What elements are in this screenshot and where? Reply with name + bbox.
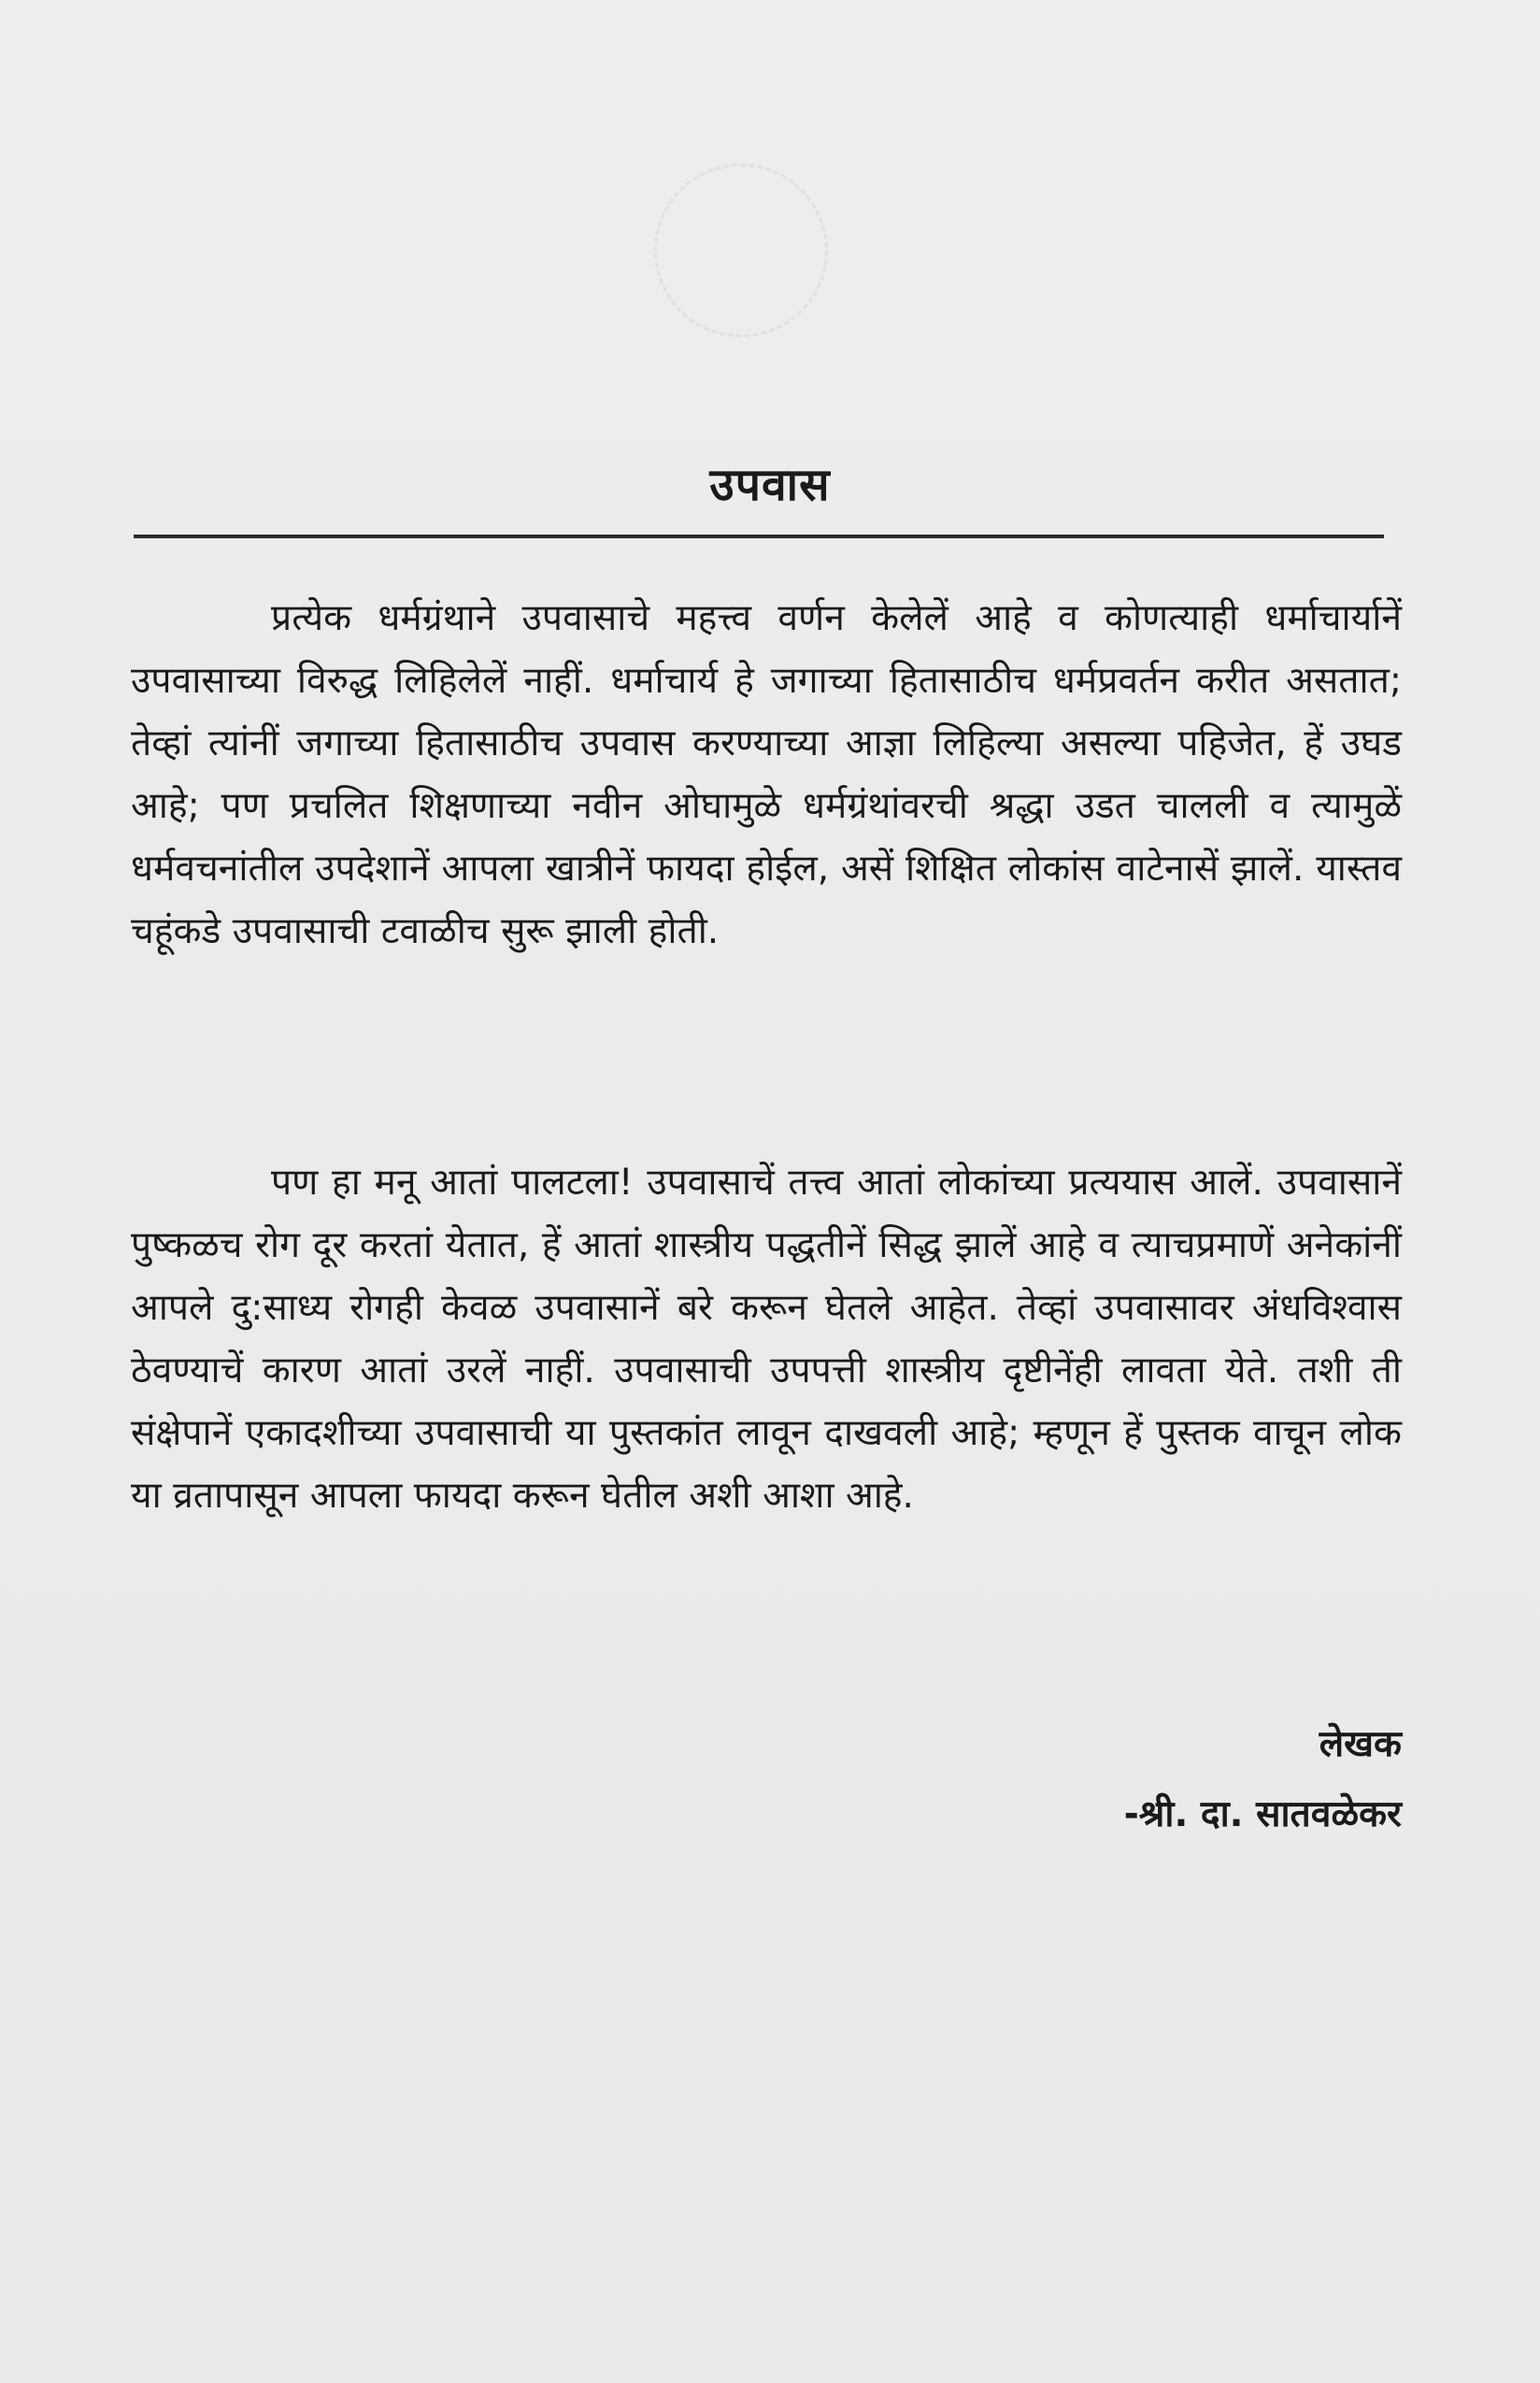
signature-label: लेखक: [1319, 1723, 1402, 1765]
paragraph-1: प्रत्येक धर्मग्रंथाने उपवासाचे महत्त्व वर्णन केलेलें आहे व कोणत्याही धर्माचार्यानें उपवासाच्या विरुद्ध लिहिलेलें नाहीं. धर्माचार्य हे जगाच्या हितासाठीच धर्मप्रवर्तन करीत असतात; तेव्हां त्यांनीं जगाच्या हितासाठीच उपवास करण्याच्या आज्ञा लिहिल्या असल्या पहिजेत, हें उघड आहे; पण प्रचलित शिक्षणाच्या नवीन ओघामुळे धर्मग्रंथांवरची श्रद्धा उडत चालली व त्यामुळें धर्मवचनांतील उपदेशानें आपला खात्रीनें फायदा होईल, असें शिक्षित लोकांस वाटेनासें झालें. यास्तव चहूंकडे उपवासाची टवाळीच सुरू झाली होती.: [131, 597, 1402, 952]
page-title: उपवास: [709, 459, 831, 511]
title-divider: [134, 535, 1384, 538]
paragraph-2: पण हा मनू आतां पालटला! उपवासाचें तत्त्व आतां लोकांच्या प्रत्ययास आलें. उपवासानें पुष्कळच रोग दूर करतां येतात, हें आतां शास्त्रीय पद्धतीनें सिद्ध झालें आहे व त्याचप्रमाणें अनेकांनीं आपले दु:साध्य रोगही केवळ उपवासानें बरे करून घेतले आहेत. तेव्हां उपवासावर अंधविश्वास ठेवण्याचें कारण आतां उरलें नाहीं. उपवासाची उपपत्ती शास्त्रीय दृष्टीनेंही लावता येते. तशी ती संक्षेपानें एकादशीच्या उपवासाची या पुस्तकांत लावून दाखवली आहे; म्हणून हें पुस्तक वाचून लोक या व्रतापासून आपला फायदा करून घेतील अशी आशा आहे.: [131, 1162, 1402, 1517]
show-through-emblem: [654, 164, 828, 337]
author-name: -श्री. दा. सातवळेकर: [1123, 1793, 1402, 1835]
